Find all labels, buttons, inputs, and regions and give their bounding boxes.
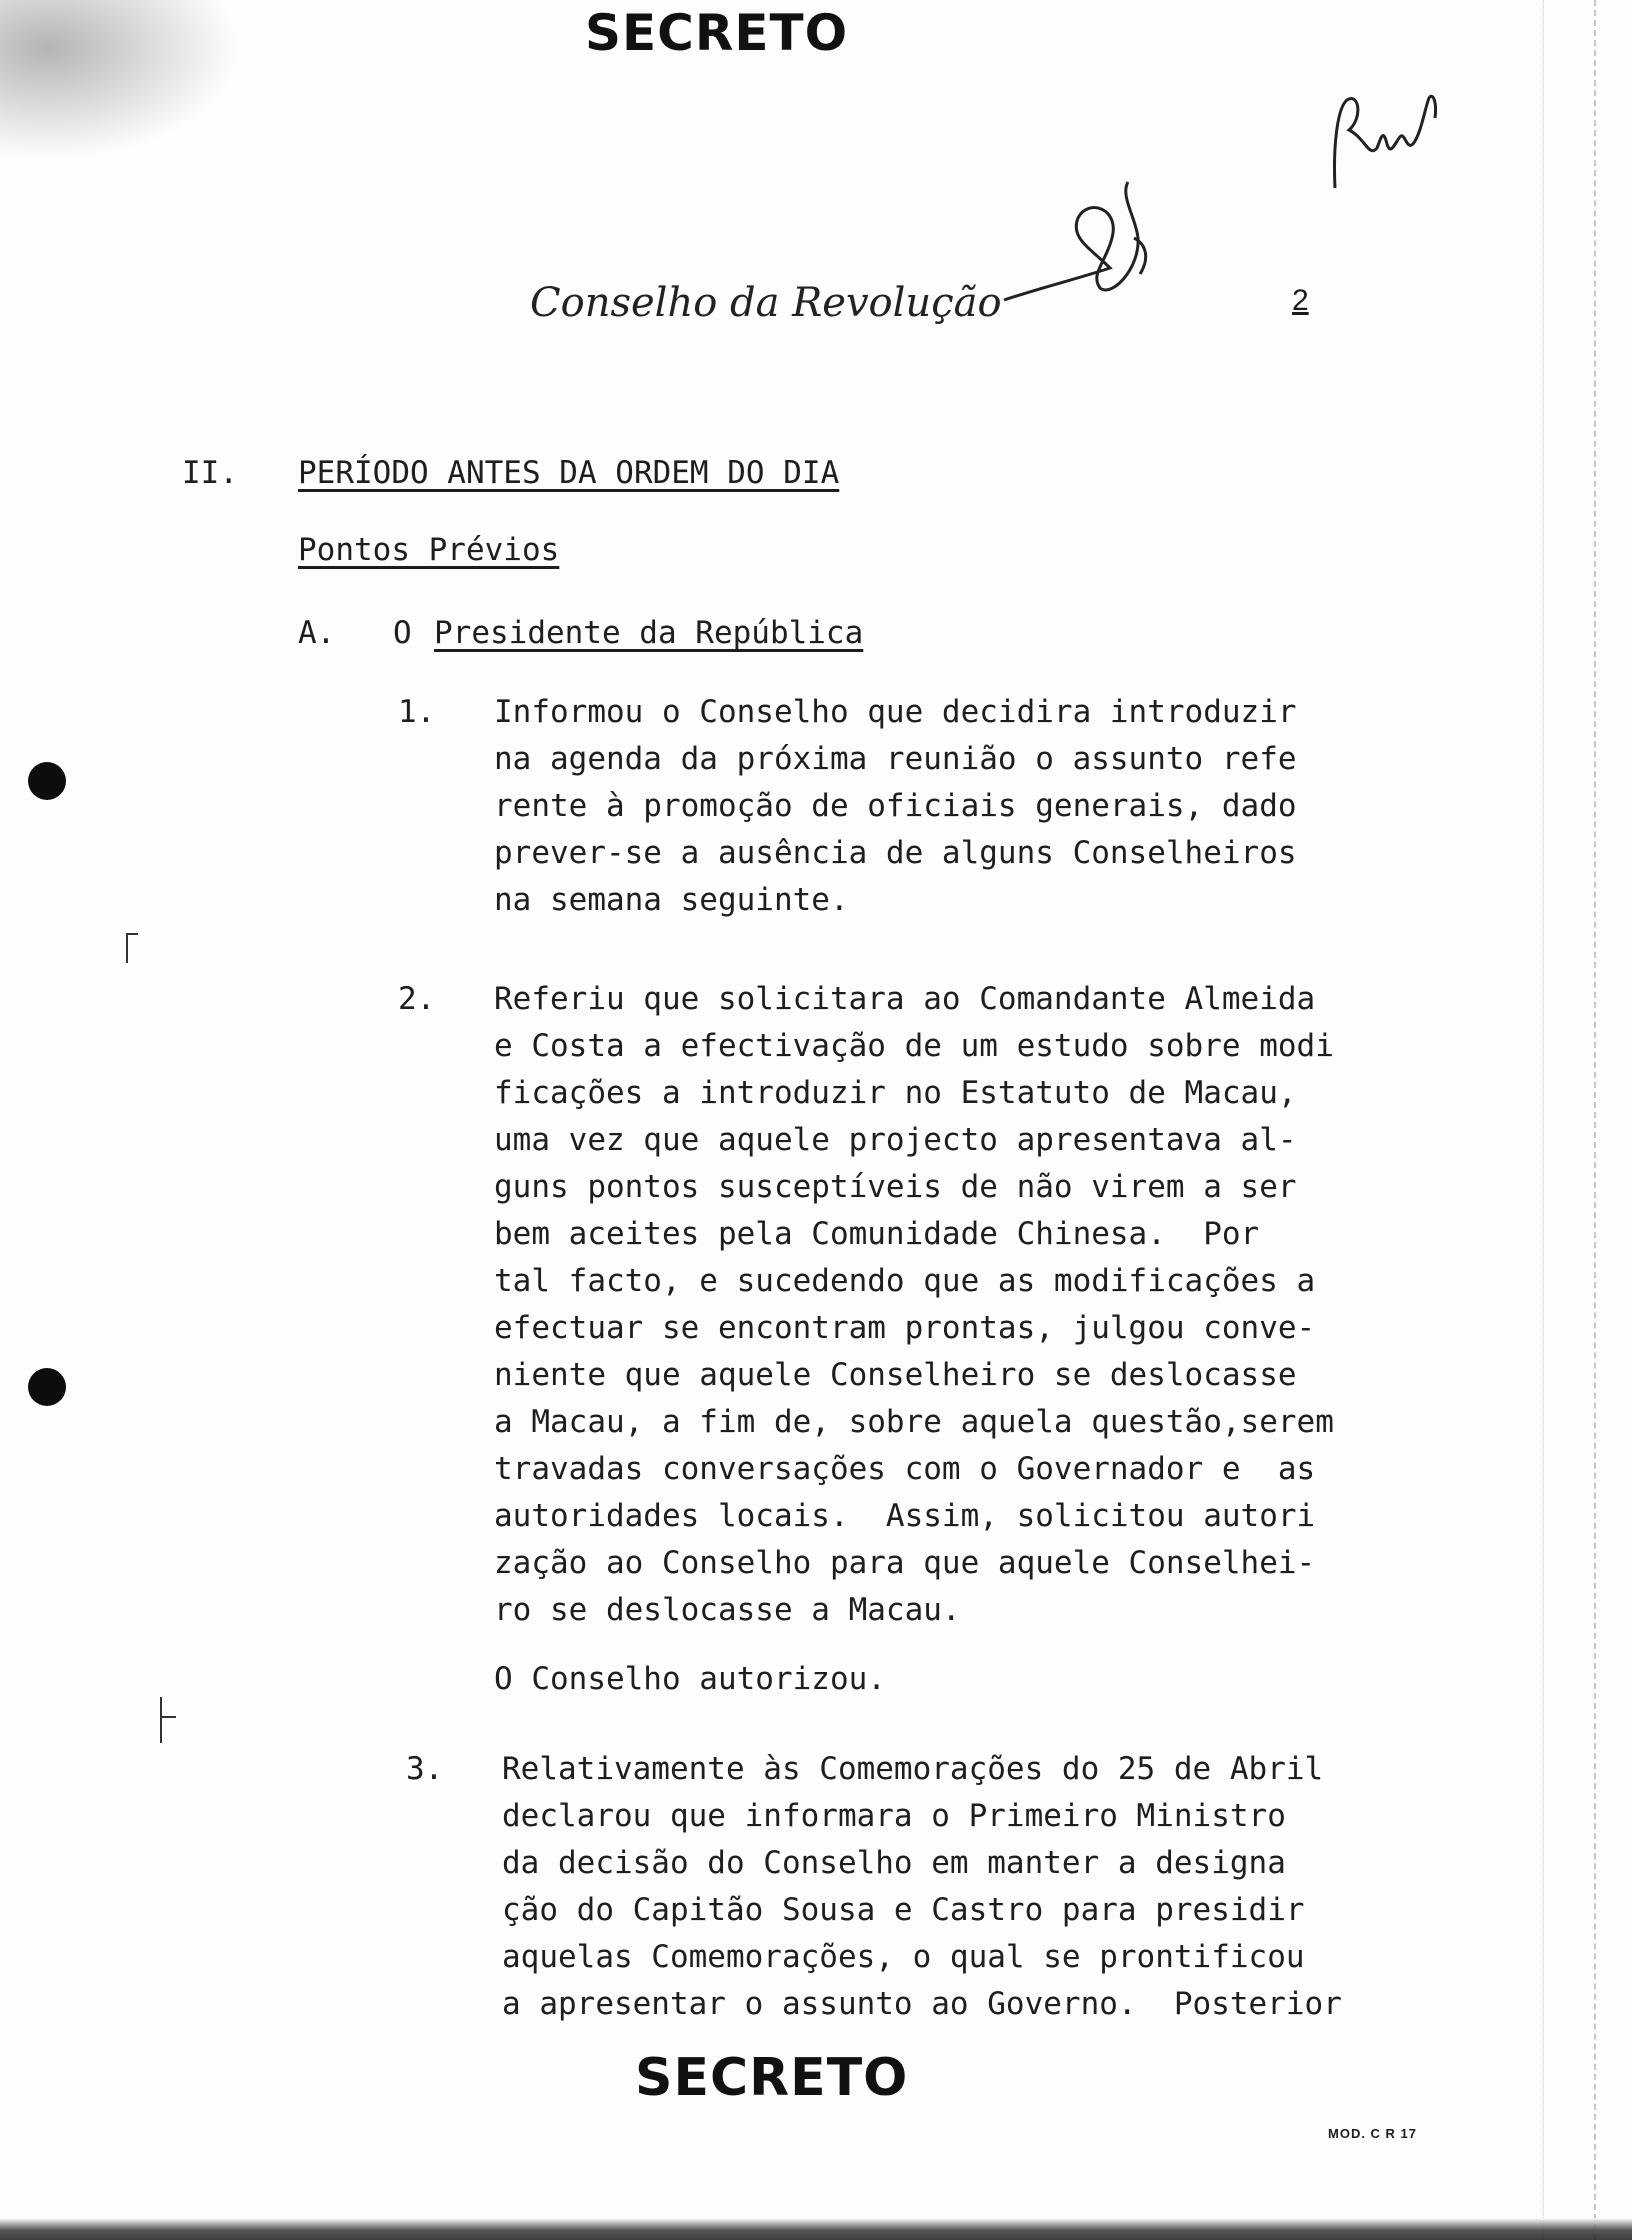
page-number: 2 bbox=[1292, 284, 1309, 317]
item-text-line: declarou que informara o Primeiro Ministro bbox=[502, 1798, 1286, 1834]
item-text-line: uma vez que aquele projecto apresentava al- bbox=[494, 1122, 1297, 1158]
item-text-line: da decisão do Conselho em manter a designa bbox=[502, 1845, 1286, 1881]
scan-tick-mark bbox=[160, 1716, 176, 1718]
item-text-line: ficações a introduzir no Estatuto de Macau, bbox=[494, 1075, 1297, 1111]
item-text-line: a apresentar o assunto ao Governo. Posterior bbox=[502, 1986, 1342, 2022]
item-text-line: aquelas Comemorações, o qual se prontificou bbox=[502, 1939, 1305, 1975]
secret-stamp-bottom: SECRETO bbox=[635, 2048, 909, 2108]
item-text-line: ro se deslocasse a Macau. bbox=[494, 1592, 961, 1628]
item-text-line: ção do Capitão Sousa e Castro para presidir bbox=[502, 1892, 1305, 1928]
subsection-title-prefix: O bbox=[393, 615, 412, 651]
section-subtitle: Pontos Prévios bbox=[298, 532, 560, 568]
item-text-line: efectuar se encontram prontas, julgou conve- bbox=[494, 1310, 1316, 1346]
item-text-line: Informou o Conselho que decidira introduzir bbox=[494, 694, 1297, 730]
item-text-line: tal facto, e sucedendo que as modificações a bbox=[494, 1263, 1316, 1299]
handwritten-initials bbox=[1000, 178, 1200, 308]
subsection-title: Presidente da República bbox=[434, 615, 864, 651]
scan-bottom-edge bbox=[0, 2218, 1632, 2240]
item-text-line: autoridades locais. Assim, solicitou autori bbox=[494, 1498, 1316, 1534]
item-text-line: Relativamente às Comemorações do 25 de Abril bbox=[502, 1751, 1324, 1787]
scan-edge-line-secondary bbox=[1543, 0, 1547, 2240]
item-number: 1. bbox=[398, 694, 436, 730]
punch-hole-bottom bbox=[28, 1368, 66, 1406]
subsection-letter: A. bbox=[298, 615, 336, 651]
item-text-line: na agenda da próxima reunião o assunto refe bbox=[494, 741, 1297, 777]
form-code: MOD. C R 17 bbox=[1328, 2126, 1418, 2141]
item-text-line: prever-se a ausência de alguns Conselheiros bbox=[494, 835, 1297, 871]
item-note: O Conselho autorizou. bbox=[494, 1661, 886, 1697]
item-text-line: zação ao Conselho para que aquele Conselhei- bbox=[494, 1545, 1316, 1581]
item-text-line: Referiu que solicitara ao Comandante Almeida bbox=[494, 981, 1316, 1017]
item-text-line: bem aceites pela Comunidade Chinesa. Por bbox=[494, 1216, 1260, 1252]
item-text-line: travadas conversações com o Governador e as bbox=[494, 1451, 1316, 1487]
item-number: 2. bbox=[398, 981, 436, 1017]
scan-smudge bbox=[0, 0, 240, 160]
scan-tick-mark bbox=[160, 1697, 162, 1743]
item-number: 3. bbox=[406, 1751, 444, 1787]
item-text-line: rente à promoção de oficiais generais, dado bbox=[494, 788, 1297, 824]
scan-tick-mark bbox=[126, 933, 138, 963]
item-text-line: e Costa a efectivação de um estudo sobre modi bbox=[494, 1028, 1334, 1064]
handwritten-signature-top-right bbox=[1325, 78, 1455, 198]
letterhead: Conselho da Revolução bbox=[530, 280, 1002, 326]
section-title: PERÍODO ANTES DA ORDEM DO DIA bbox=[298, 455, 840, 491]
scan-edge-line bbox=[1594, 0, 1602, 2240]
punch-hole-top bbox=[28, 762, 66, 800]
secret-stamp-top: SECRETO bbox=[585, 4, 849, 62]
item-text-line: niente que aquele Conselheiro se deslocasse bbox=[494, 1357, 1297, 1393]
section-number: II. bbox=[182, 455, 238, 491]
item-text-line: a Macau, a fim de, sobre aquela questão,serem bbox=[494, 1404, 1334, 1440]
item-text-line: na semana seguinte. bbox=[494, 882, 849, 918]
item-text-line: guns pontos susceptíveis de não virem a ser bbox=[494, 1169, 1297, 1205]
